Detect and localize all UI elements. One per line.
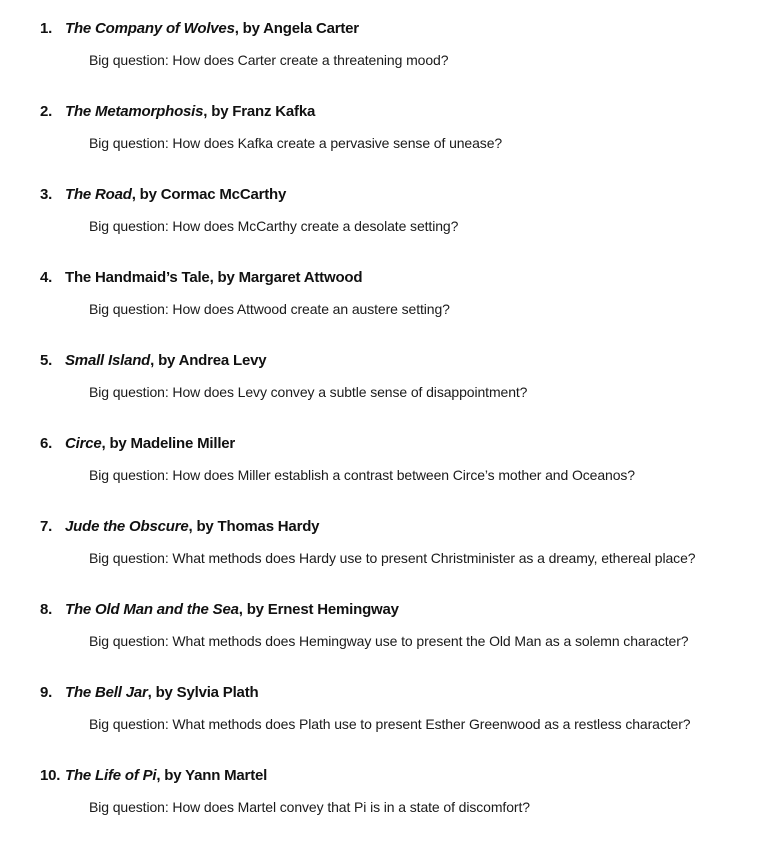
list-item-2	[0, 103, 762, 186]
book-author: , by Sylvia Plath	[147, 684, 259, 701]
list-item-4	[0, 269, 762, 352]
big-question: Big question: How does Levy convey a subtle sense of disappointment?	[89, 384, 528, 400]
item-number: 4.	[40, 269, 53, 286]
book-heading	[40, 518, 319, 540]
book-title: Jude the Obscure	[65, 518, 189, 535]
book-author: , by Andrea Levy	[150, 352, 267, 369]
book-heading	[40, 435, 235, 457]
big-question: Big question: What methods does Plath use to present Esther Greenwood as a restless character?	[89, 716, 691, 732]
item-number: 9.	[40, 684, 53, 701]
item-number: 8.	[40, 601, 53, 618]
list-item-8	[0, 601, 762, 684]
book-author: , by Madeline Miller	[101, 435, 236, 452]
book-author: , by Thomas Hardy	[188, 518, 320, 535]
book-title: The Old Man and the Sea	[65, 601, 239, 618]
book-heading	[40, 352, 266, 374]
list-item-6	[0, 435, 762, 518]
item-number: 7.	[40, 518, 53, 535]
item-number: 5.	[40, 352, 53, 369]
book-author: , by Franz Kafka	[203, 103, 316, 120]
book-heading	[40, 767, 267, 789]
big-question: Big question: What methods does Hardy use to present Christminister as a dreamy, ethereal place?	[89, 550, 696, 566]
big-question: Big question: How does Attwood create an austere setting?	[89, 301, 450, 317]
book-author: , by Margaret Attwood	[209, 269, 363, 286]
list-item-1	[0, 20, 762, 103]
item-number: 6.	[40, 435, 53, 452]
book-title: Circe	[65, 435, 102, 452]
book-title: The Metamorphosis	[65, 103, 204, 120]
book-title: The Bell Jar	[65, 684, 148, 701]
book-heading	[40, 20, 359, 42]
big-question: Big question: How does Carter create a threatening mood?	[89, 52, 449, 68]
book-heading	[40, 601, 399, 623]
book-heading	[40, 186, 286, 208]
book-author: , by Ernest Hemingway	[238, 601, 399, 618]
list-item-7	[0, 518, 762, 601]
book-author: , by Cormac McCarthy	[131, 186, 287, 203]
item-number: 3.	[40, 186, 53, 203]
big-question: Big question: How does McCarthy create a desolate setting?	[89, 218, 459, 234]
item-number: 2.	[40, 103, 53, 120]
item-number: 1.	[40, 20, 53, 37]
book-heading	[40, 103, 315, 125]
list-item-9	[0, 684, 762, 767]
book-title: The Life of Pi	[65, 767, 157, 784]
item-number: 10.	[40, 767, 61, 784]
book-title: The Company of Wolves	[65, 20, 235, 37]
big-question: Big question: How does Miller establish a contrast between Circe’s mother and Oceanos?	[89, 467, 635, 483]
big-question: Big question: How does Martel convey that Pi is in a state of discomfort?	[89, 799, 530, 815]
book-title: The Handmaid’s Tale	[65, 269, 210, 286]
book-author: , by Yann Martel	[156, 767, 268, 784]
book-title: The Road	[65, 186, 132, 203]
book-author: , by Angela Carter	[234, 20, 359, 37]
list-item-3	[0, 186, 762, 269]
big-question: Big question: What methods does Hemingway use to present the Old Man as a solemn character?	[89, 633, 689, 649]
book-title: Small Island	[65, 352, 151, 369]
book-heading	[40, 269, 362, 291]
book-heading	[40, 684, 258, 706]
big-question: Big question: How does Kafka create a pervasive sense of unease?	[89, 135, 503, 151]
list-item-5	[0, 352, 762, 435]
